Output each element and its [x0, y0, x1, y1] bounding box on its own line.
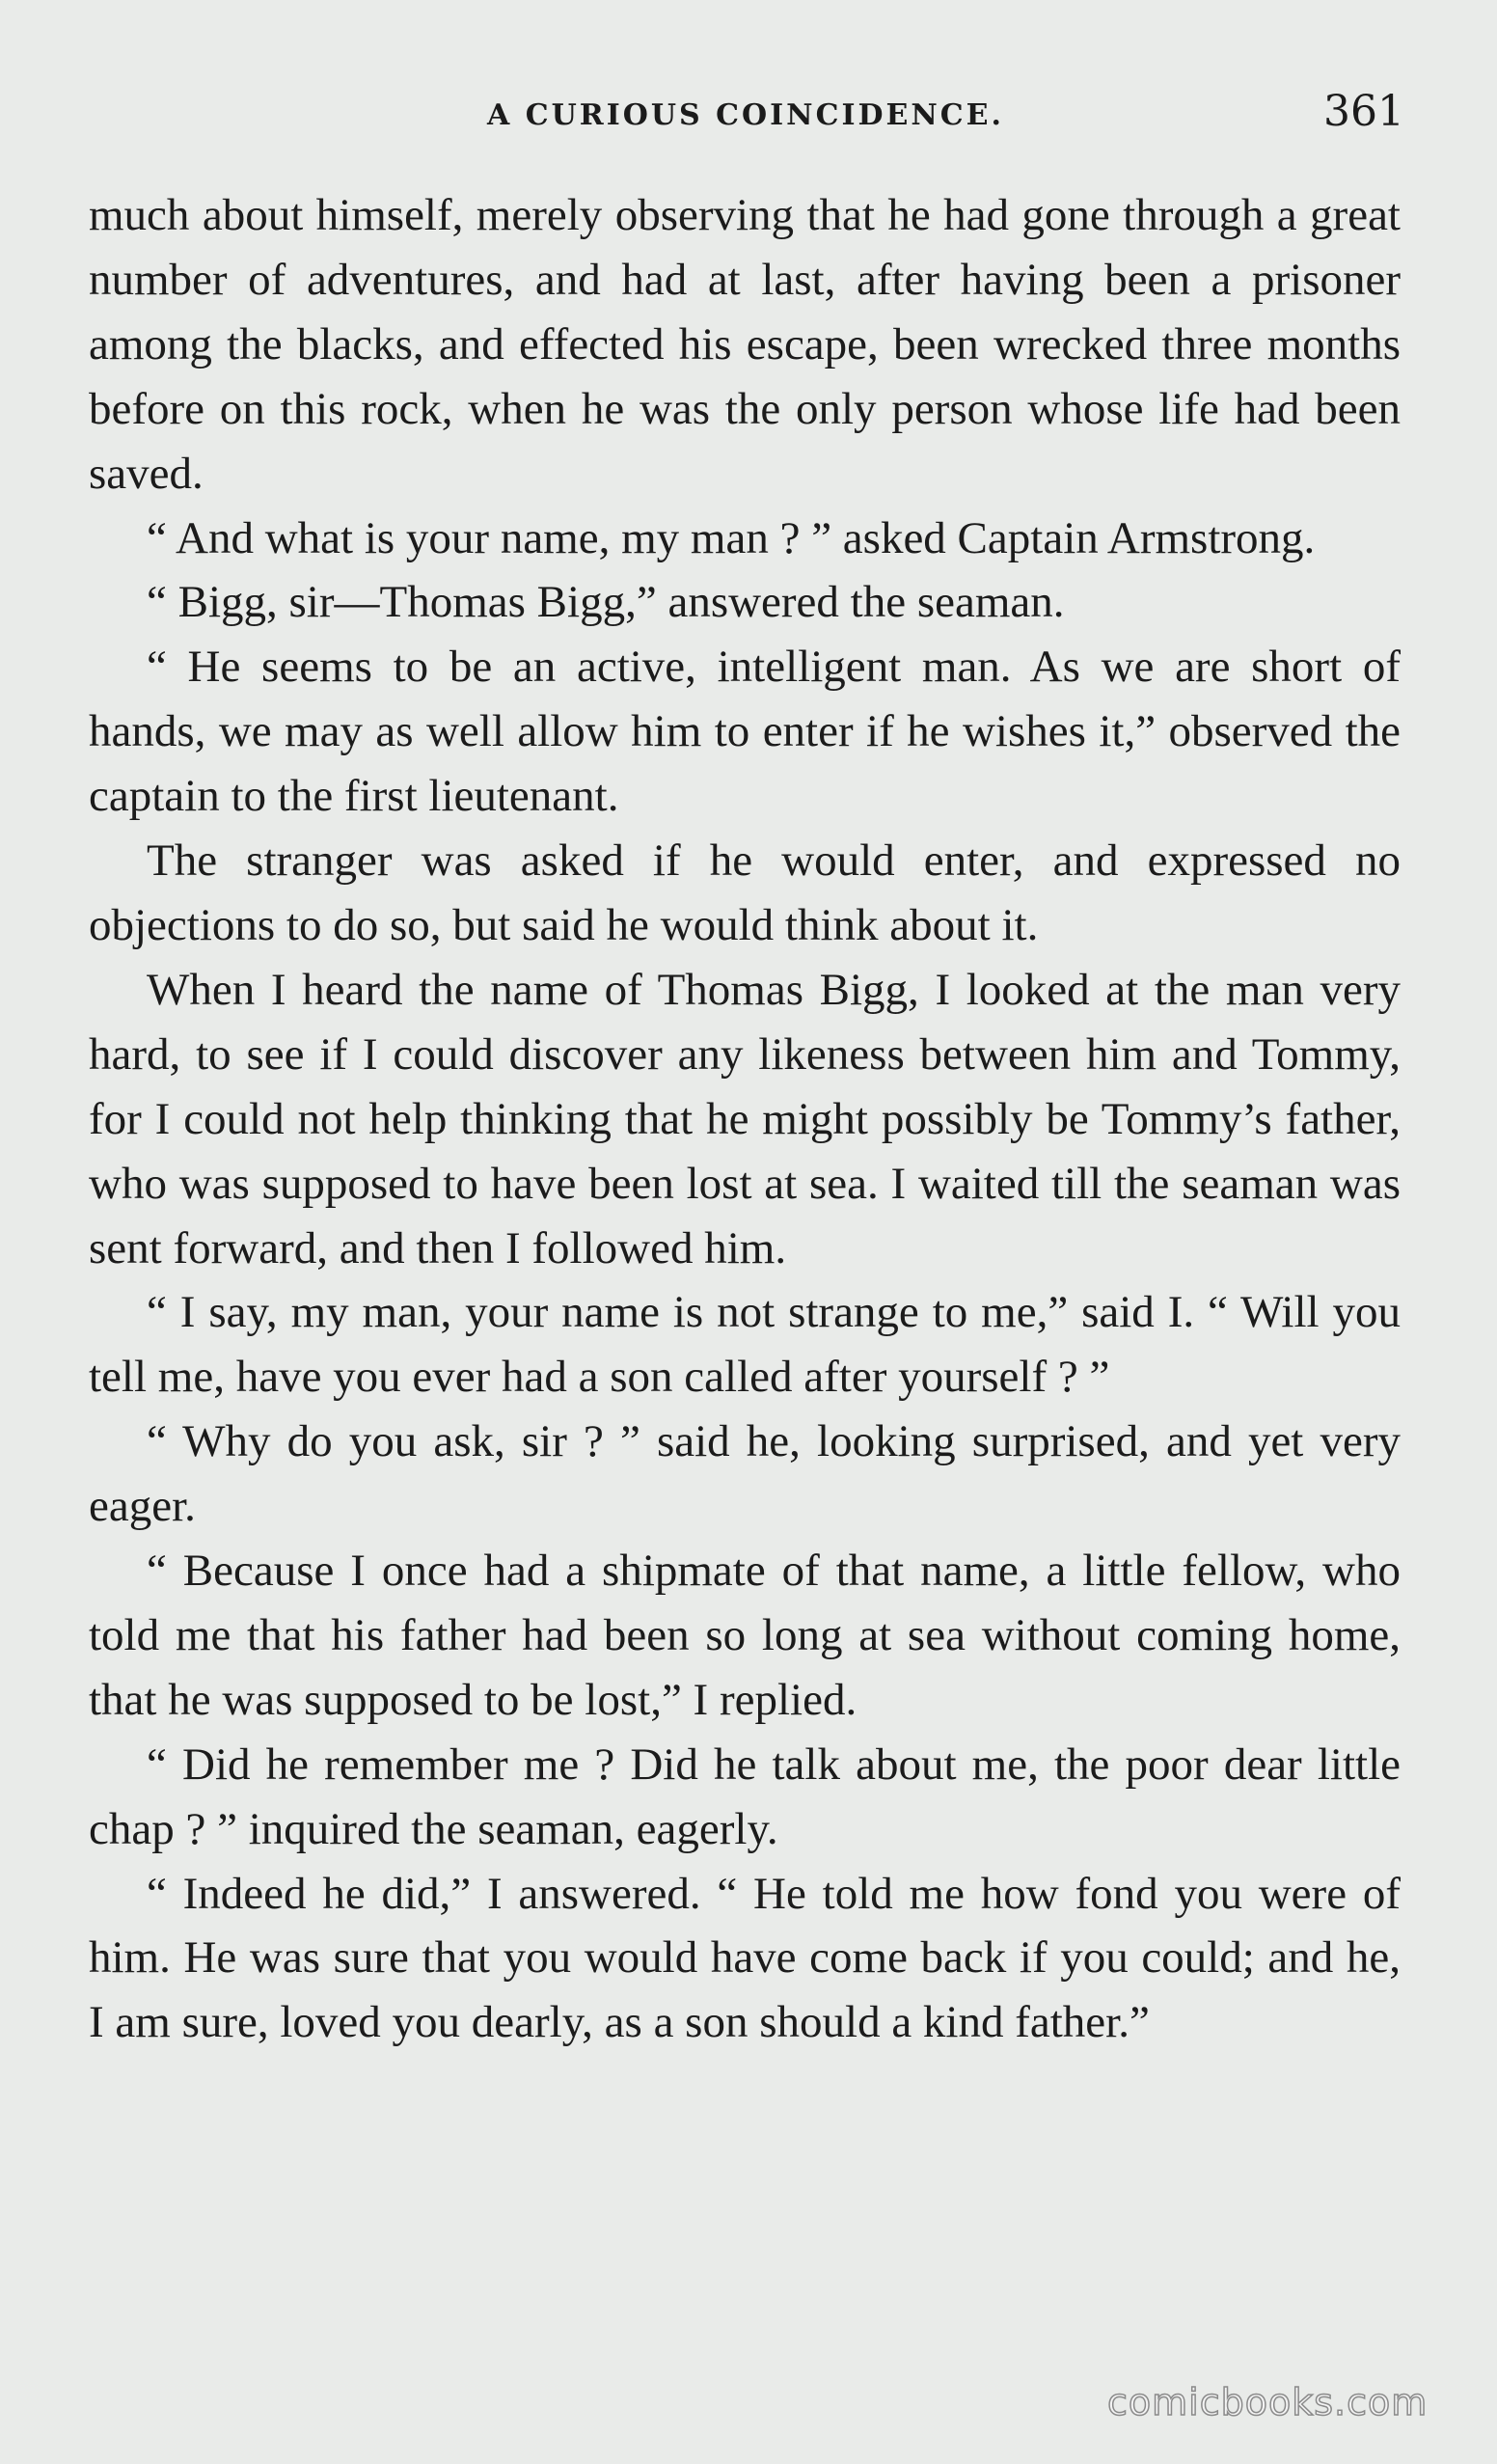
paragraph: much about himself, merely observing that he had gone through a great number of adventures, and had at last, after having been a prisoner among the blacks, and effected his escape, been wrecked three months before on this rock, when he was the only person whose life had been saved.: [89, 190, 1401, 499]
paragraph: “ Because I once had a shipmate of that name, a little fellow, who told me that his father had been so long at sea without coming home, that he was supposed to be lost,” I replied.: [89, 1546, 1401, 1725]
paragraph: “ He seems to be an active, intelligent man. As we are short of hands, we may as well allow him to enter if he wishes it,” observed the captain to the first lieutenant.: [89, 642, 1401, 822]
paragraph: “ Indeed he did,” I answered. “ He told me how fond you were of him. He was sure that you would have come back if you could; and he, I am sure, loved you dearly, as a son should a kind father.”: [89, 1868, 1401, 2048]
paragraph: “ Bigg, sir—Thomas Bigg,” answered the seaman.: [147, 577, 1065, 628]
paragraph: “ Did he remember me ? Did he talk about me, the poor dear little chap ? ” inquired the seaman, eagerly.: [89, 1738, 1401, 1854]
paragraph: The stranger was asked if he would enter, and expressed no objections to do so, but said he would think about it.: [89, 835, 1401, 950]
watermark-logo: comicbooks.com: [1107, 2381, 1429, 2423]
body-text: [89, 183, 1401, 2055]
running-title: A CURIOUS COINCIDENCE.: [487, 98, 1004, 132]
page-header: [0, 87, 1497, 145]
paragraph: When I heard the name of Thomas Bigg, I looked at the man very hard, to see if I could discover any likeness between him and Tommy, for I could not help thinking that he might possibly be Tommy’s father, who was supposed to have been lost at sea. I waited till the seaman was sent forward, and then I followed him.: [89, 964, 1401, 1273]
paragraph: “ And what is your name, my man ? ” asked Captain Armstrong.: [147, 512, 1316, 563]
paragraph: “ Why do you ask, sir ? ” said he, looking surprised, and yet very eager.: [89, 1416, 1401, 1532]
paragraph: “ I say, my man, your name is not strange to me,” said I. “ Will you tell me, have you ever had a son called after yourself ? ”: [89, 1287, 1401, 1403]
page-number: 361: [1323, 87, 1404, 136]
